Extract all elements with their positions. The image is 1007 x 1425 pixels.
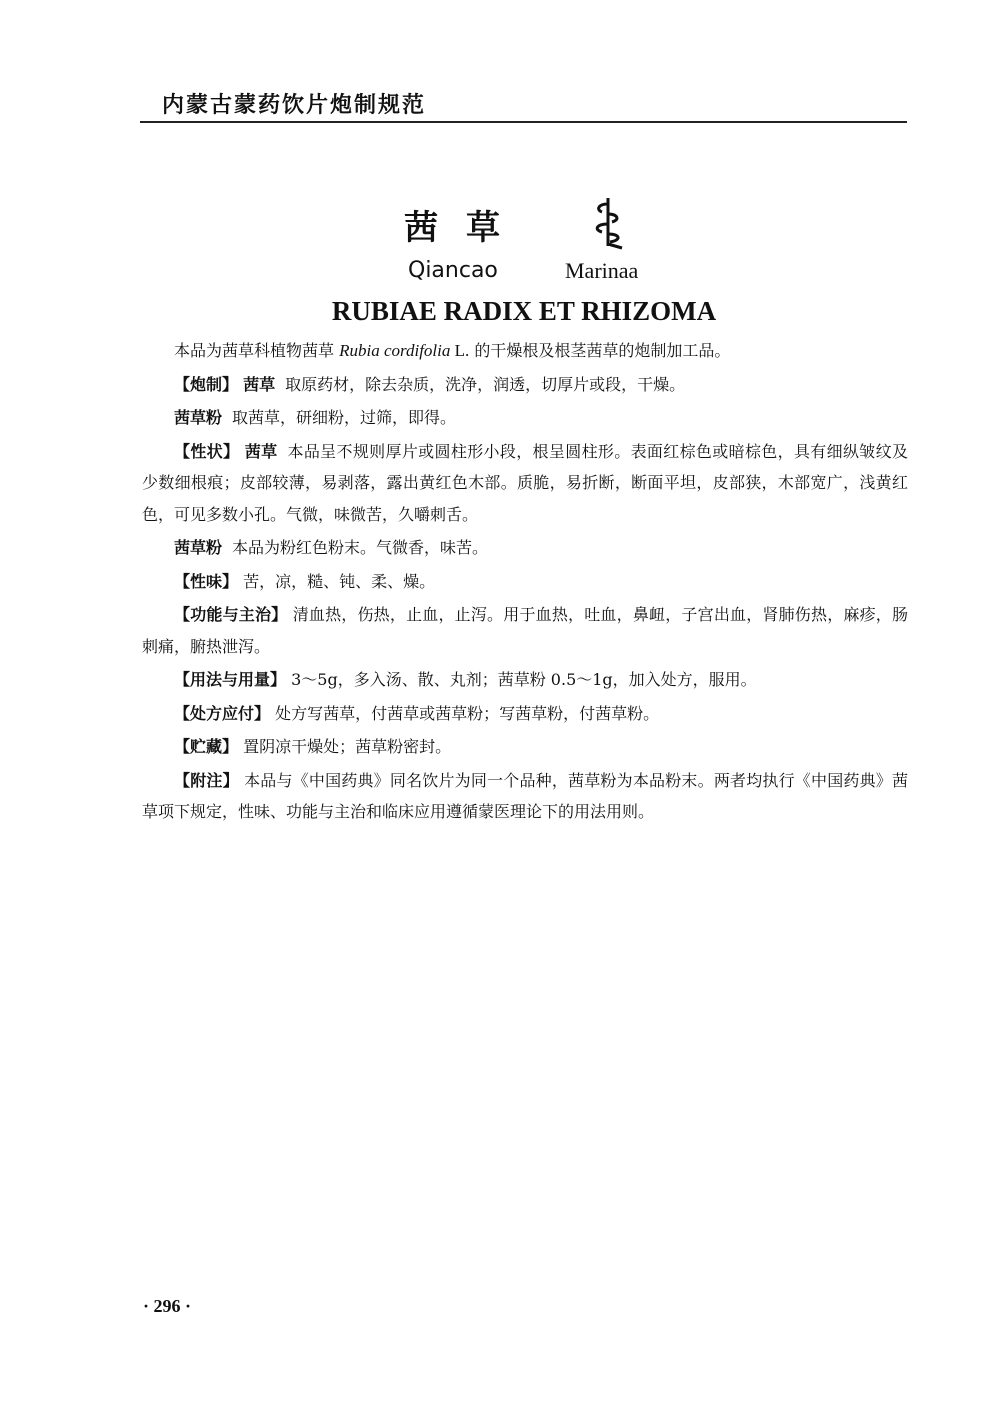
species-name: Rubia cordifolia — [339, 341, 451, 360]
description-tag: 【性状】 — [174, 441, 240, 461]
dosage-text: 3～5g，多入汤、散、丸剂；茜草粉 0.5～1g，加入处方，服用。 — [291, 670, 757, 689]
description-item1-name: 茜草 — [244, 441, 278, 461]
prescription-paragraph — [142, 698, 908, 730]
intro-text-before: 本品为茜草科植物茜草 — [174, 341, 340, 360]
prescription-text: 处方写茜草，付茜草或茜草粉；写茜草粉，付茜草粉。 — [275, 703, 660, 723]
storage-paragraph — [142, 731, 908, 763]
description-paragraph — [142, 436, 908, 531]
note-tag: 【附注】 — [174, 770, 239, 790]
taste-tag: 【性味】 — [174, 571, 239, 591]
description-item2-text: 本品为粉红色粉末。气微香，味苦。 — [232, 538, 489, 557]
dosage-tag: 【用法与用量】 — [174, 670, 287, 689]
description-powder-paragraph — [142, 532, 908, 564]
processing-paragraph — [142, 369, 908, 401]
storage-text: 置阴凉干燥处；茜草粉密封。 — [243, 737, 452, 756]
title-row — [0, 200, 1007, 250]
dosage-paragraph — [142, 664, 908, 696]
mongolian-latin-title: Marinaa — [565, 258, 639, 283]
function-tag: 【功能与主治】 — [174, 605, 288, 624]
note-paragraph — [142, 765, 908, 828]
pinyin-title: Qiancao — [408, 258, 498, 283]
function-text: 清血热，伤热，止血，止泻。用于血热，吐血，鼻衄，子宫出血，肾肺伤热，麻疹，肠刺痛，腑热泄泻。 — [142, 605, 908, 656]
processing-item2-text: 取茜草，研细粉，过筛，即得。 — [232, 408, 457, 427]
page-number: · 296 · — [143, 1296, 192, 1316]
description-item2-name: 茜草粉 — [174, 538, 223, 557]
note-text: 本品与《中国药典》同名饮片为同一个品种，茜草粉为本品粉末。两者均执行《中国药典》茜草项下规定，性味、功能与主治和临床应用遵循蒙医理论下的用法用则。 — [142, 770, 908, 821]
mongolian-script-title — [588, 196, 628, 250]
function-paragraph — [142, 599, 908, 662]
species-author: L. — [450, 341, 470, 360]
taste-paragraph — [142, 566, 908, 598]
prescription-tag: 【处方应付】 — [174, 703, 271, 723]
processing-item1-name: 茜草 — [243, 374, 276, 394]
intro-text-after: 的干燥根及根茎茜草的炮制加工品。 — [469, 341, 731, 360]
header-rule — [140, 121, 907, 123]
processing-tag: 【炮制】 — [174, 374, 239, 394]
description-item1-text: 本品呈不规则厚片或圆柱形小段，根呈圆柱形。表面红棕色或暗棕色，具有细纵皱纹及少数细根痕；皮部较薄，易剥落，露出黄红色木部。质脆，易折断，断面平坦，皮部狭，木部宽广，浅黄红色，可见多数小孔。气微，味微苦，久嚼刺舌。 — [142, 441, 908, 524]
taste-text: 苦，凉，糙、钝、柔、燥。 — [243, 571, 436, 591]
running-header: 内蒙古蒙药饮片炮制规范 — [162, 92, 427, 118]
latin-name-title: RUBIAE RADIX ET RHIZOMA — [331, 296, 717, 326]
storage-tag: 【贮藏】 — [174, 737, 239, 756]
monograph-body — [142, 335, 908, 830]
title-chinese: 茜草 — [404, 208, 528, 248]
processing-powder-paragraph — [142, 402, 908, 434]
processing-item1-text: 取原药材，除去杂质，洗净，润透，切厚片或段，干燥。 — [285, 374, 686, 394]
processing-item2-name: 茜草粉 — [174, 408, 223, 427]
intro-paragraph — [142, 335, 908, 367]
